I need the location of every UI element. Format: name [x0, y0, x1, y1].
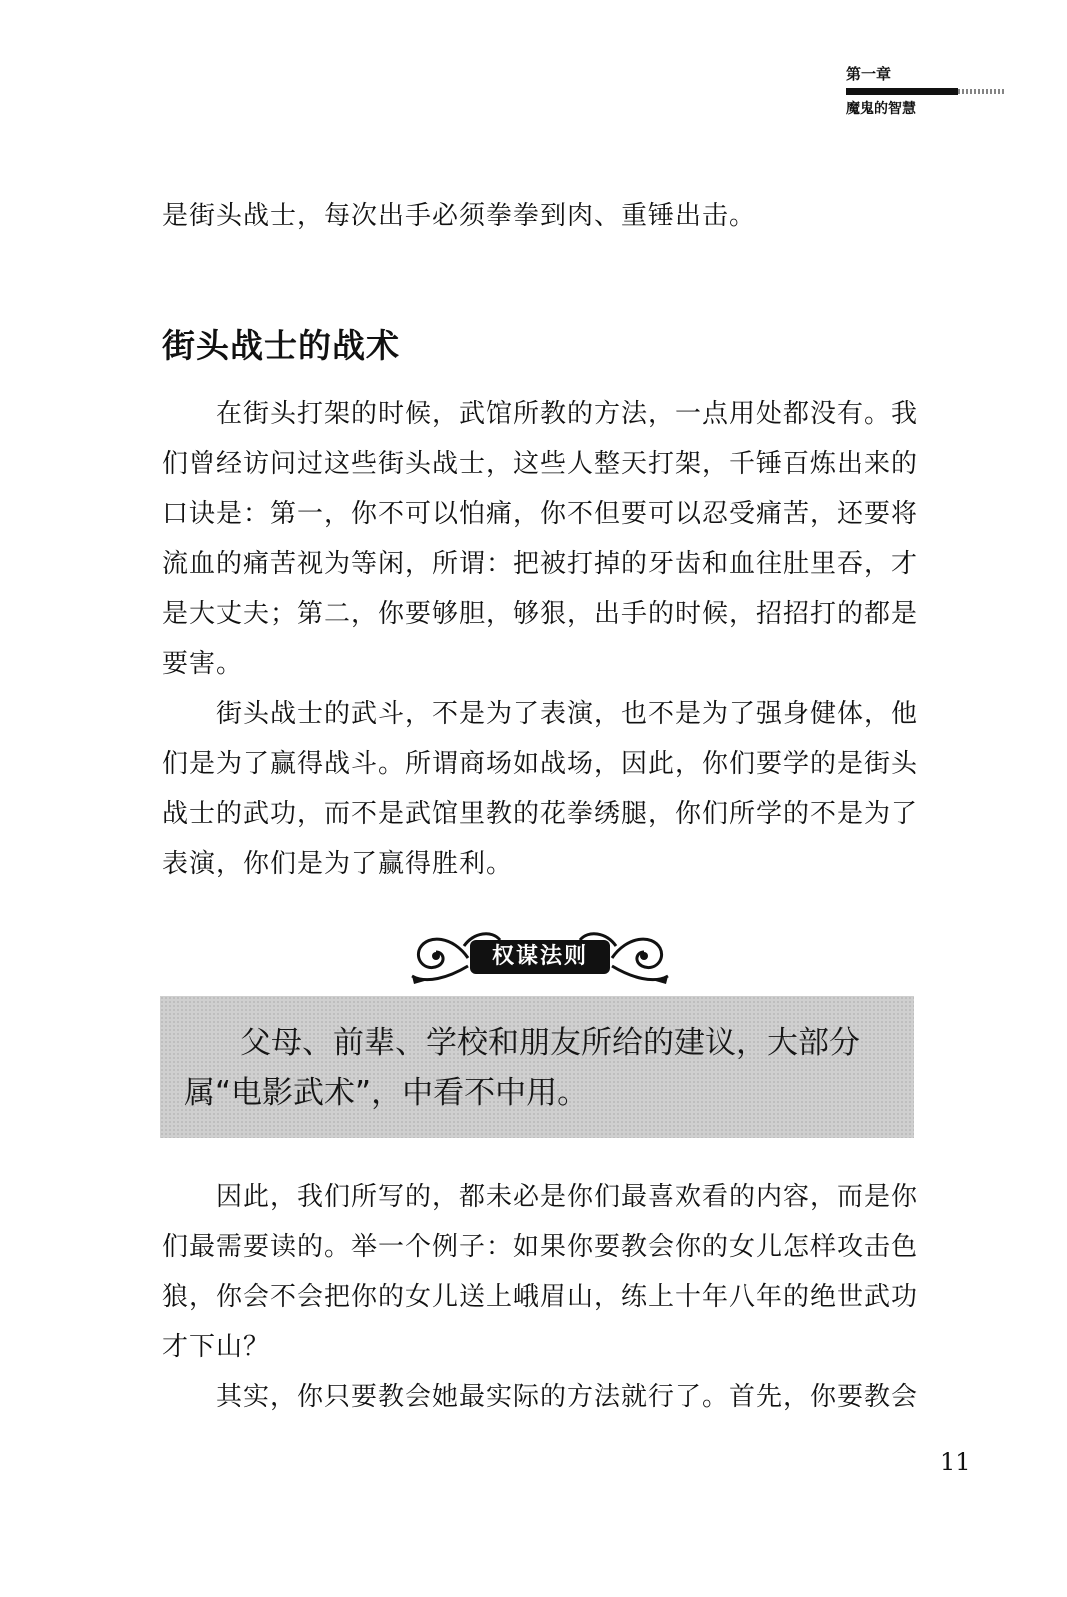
- chapter-title: 魔鬼的智慧: [846, 101, 916, 117]
- page-number: 11: [940, 1448, 971, 1476]
- running-header: [846, 64, 1016, 119]
- paragraph-3: 因此，我们所写的，都未必是你们最喜欢看的内容，而是你们最需要读的。举一个例子：如果你要教会你的女儿怎样攻击色狼，你会不会把你的女儿送上峨眉山，练上十年八年的绝世武功才下山？: [162, 1182, 919, 1362]
- paragraph-4: 其实，你只要教会她最实际的方法就行了。首先，你要教会: [216, 1382, 919, 1412]
- body-paragraphs-bottom: [162, 1172, 922, 1422]
- banner-label: 权谋法则: [470, 940, 610, 974]
- quote-box: [160, 996, 914, 1138]
- paragraph-1: 在街头打架的时候，武馆所教的方法，一点用处都没有。我们曾经访问过这些街头战士，这些人整天打架，千锤百炼出来的口诀是：第一，你不可以怕痛，你不但要可以忍受痛苦，还要将流血的痛苦视为等闲，所谓：把被打掉的牙齿和血往肚里吞，才是大丈夫；第二，你要够胆，够狠，出手的时候，招招打的都是要害。: [162, 399, 919, 679]
- header-rule-fade: [958, 89, 1006, 94]
- opening-line: 是街头战士，每次出手必须拳拳到肉、重锤出击。: [162, 201, 757, 231]
- body-paragraphs-top: [162, 389, 922, 889]
- opening-paragraph: [162, 191, 922, 241]
- header-rule-bar: [846, 88, 958, 95]
- chapter-number: 第一章: [846, 65, 892, 83]
- paragraph-2: 街头战士的武斗，不是为了表演，也不是为了强身健体，他们是为了赢得战斗。所谓商场如战场，因此，你们要学的是街头战士的武功，而不是武馆里教的花拳绣腿，你们所学的不是为了表演，你们是为了赢得胜利。: [162, 699, 919, 879]
- header-rule: [846, 88, 1006, 95]
- principle-banner: [408, 926, 672, 990]
- section-heading: 街头战士的战术: [162, 326, 400, 365]
- quote-text: 父母、前辈、学校和朋友所给的建议，大部分属“电影武术”，中看不中用。: [184, 1025, 860, 1111]
